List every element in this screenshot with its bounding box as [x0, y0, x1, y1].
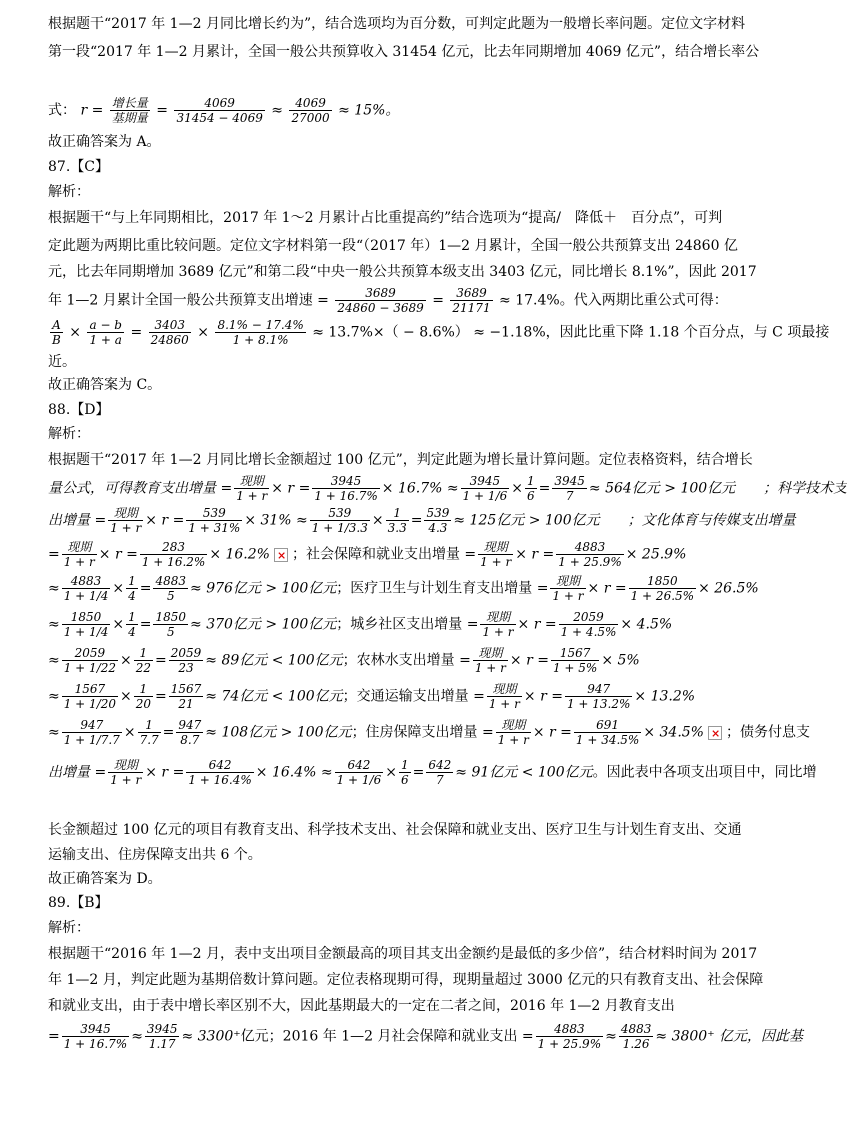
formula-text: ≈ 3800⁺ 亿元，因此基: [655, 1028, 804, 1045]
formula-text: ≈ 91亿元 < 100亿元: [455, 764, 593, 781]
text-line: 根据题干“2017 年 1—2 月同比增长金额超过 100 亿元”，判定此题为增长量计算问题。定位表格资料，结合增长: [48, 452, 753, 468]
fraction: $\frac{1850}{1 + 26.5\%}$: [630, 574, 695, 603]
fraction: $\frac{2059}{23}$: [170, 646, 202, 675]
text-line: 定此题为两期比重比较问题。定位文字材料第一段“（2017 年）1—2 月累计，全国一般公共预算支出 24860 亿: [48, 238, 738, 254]
text-line: 故正确答案为 C。: [48, 377, 162, 393]
text-line: 第一段“2017 年 1—2 月累计，全国一般公共预算收入 31454 亿元，比去年同期增加 4069 亿元”，结合增长率公: [48, 44, 760, 60]
formula-text: ×: [120, 652, 132, 669]
formula-text: ；社会保障和就业支出增量 =: [291, 546, 477, 563]
formula-text: 。因此表中各项支出项目中，同比增: [592, 764, 817, 781]
formula-text: =: [410, 512, 423, 529]
formula-text: =: [48, 546, 60, 563]
formula-text: × 4.5%: [620, 616, 673, 633]
fraction: $\frac{539}{1 + 1/3.3}$: [311, 506, 368, 535]
fraction: $\frac{\text{现期}}{1 + r}$: [480, 540, 512, 569]
formula-text: × r =: [145, 764, 185, 781]
fraction: $\frac{4883}{1 + 25.9\%}$: [537, 1022, 602, 1051]
fraction: $\frac{\text{现期}}{1 + r}$: [488, 682, 520, 711]
fraction: $\frac{1}{4}$: [128, 574, 136, 603]
text-line: 和就业支出，由于表中增长率区别不大，因此基期最大的一定在二者之间，2016 年 1—2 月教育支出: [48, 998, 675, 1014]
formula-text: ≈: [48, 580, 60, 597]
formula-text: =: [155, 652, 167, 669]
fraction: $\frac{4069}{31454 - 4069}$: [176, 96, 263, 125]
formula-prefix: 式：: [48, 102, 76, 119]
fraction: $\frac{a - b}{1 + a}$: [89, 318, 122, 347]
formula-text: × 5%: [601, 652, 640, 669]
text-line: 长金额超过 100 亿元的项目有教育支出、科学技术支出、社会保障和就业支出、医疗卫生与计划生育支出、交通: [48, 822, 742, 838]
fraction: $\frac{1}{7.7}$: [139, 718, 159, 747]
fraction: $\frac{4069}{27000}$: [291, 96, 330, 125]
fraction: $\frac{4883}{5}$: [155, 574, 187, 603]
formula-text: =: [48, 1028, 60, 1045]
formula-text: 量公式，可得教育支出增量 =: [48, 480, 233, 497]
formula-text: × 31% ≈: [244, 512, 308, 529]
text-line: 故正确答案为 A。: [48, 134, 161, 150]
formula-text: ≈ 89亿元 < 100亿元: [205, 652, 343, 669]
fraction: $\frac{1567}{1 + 1/20}$: [63, 682, 116, 711]
formula-text: ；医疗卫生与计划生育支出增量 =: [336, 580, 549, 597]
formula-text: ≈: [48, 616, 60, 633]
broken-image-icon: [708, 726, 722, 740]
formula-text: ×: [120, 688, 132, 705]
text-line: 87.【C】: [48, 159, 109, 175]
formula-text: × r =: [515, 546, 555, 563]
formula-text: ≈ 74亿元 < 100亿元: [205, 688, 343, 705]
formula-text: =: [139, 616, 152, 633]
formula-urban-agri: [48, 646, 760, 675]
fraction: $\frac{3689}{24860 - 3689}$: [337, 286, 424, 315]
formula-text: × r =: [587, 580, 627, 597]
formula-text: 亿元；2016 年 1—2 月社会保障和就业支出 =: [240, 1028, 534, 1045]
fraction: $\frac{\text{现期}}{1 + r}$: [110, 506, 142, 535]
text-line: 88.【D】: [48, 402, 110, 418]
formula-text: ×: [371, 512, 384, 529]
fraction: $\frac{\text{增长量}}{\text{基期量}}$: [111, 96, 148, 125]
fraction: $\frac{283}{1 + 16.2\%}$: [141, 540, 206, 569]
text-line: 解析：: [48, 920, 90, 936]
formula-text: × 26.5%: [698, 580, 759, 597]
fraction: $\frac{1567}{21}$: [170, 682, 202, 711]
text-line: 解析：: [48, 184, 90, 200]
fraction: $\frac{\text{现期}}{1 + r}$: [552, 574, 584, 603]
formula-science: [48, 506, 796, 535]
fraction: $\frac{947}{8.7}$: [178, 718, 202, 747]
text-line: 年 1—2 月，判定此题为基期倍数计算问题。定位表格现期可得，现期量超过 3000 亿元的只有教育支出、社会保障: [48, 972, 764, 988]
fraction: $\frac{3689}{21171}$: [452, 286, 491, 315]
formula-social-medical: [48, 574, 760, 603]
formula-expense-growth: 年 1—2 月累计全国一般公共预算支出增速 = $\frac{3689}{24860 - 3689}$ = $\frac{3689}{21171}$ ≈ 17.4%。代入两期比重公式可得：: [48, 286, 728, 315]
fraction: $\frac{4883}{1 + 1/4}$: [63, 574, 109, 603]
fraction: $\frac{1}{6}$: [400, 758, 409, 787]
formula-text: =: [162, 724, 175, 741]
fraction: $\frac{4883}{1 + 25.9\%}$: [558, 540, 622, 569]
formula-text: 出增量 =: [48, 764, 107, 781]
fraction: $\frac{\text{现期}}{1 + r}$: [236, 474, 268, 503]
text-line: 运输支出、住房保障支出共 6 个。: [48, 847, 262, 863]
formula-text: ；城乡社区支出增量 =: [336, 616, 479, 633]
formula-text: × r =: [532, 724, 572, 741]
formula-text: ≈ 564亿元 > 100亿元 ；科学技术支: [588, 480, 847, 497]
formula-text: 出增量 =: [48, 512, 107, 529]
formula-text: × r =: [98, 546, 138, 563]
formula-text: =: [139, 580, 152, 597]
formula-base-period: [48, 1022, 804, 1051]
fraction: $\frac{1}{4}$: [128, 610, 136, 639]
text-line: 根据题干“与上年同期相比，2017 年 1～2 月累计占比重提高约”结合选项为“提高/ 降低＋ 百分点”，可判: [48, 210, 723, 226]
text-line: 故正确答案为 D。: [48, 871, 162, 887]
fraction: $\frac{\text{现期}}{1 + r}$: [110, 758, 142, 787]
formula-text: =: [412, 764, 425, 781]
fraction: $\frac{3403}{24860}$: [150, 318, 189, 347]
formula-text: × r =: [145, 512, 185, 529]
text-line: 根据题干“2016 年 1—2 月，表中支出项目金额最高的项目其支出金额约是最低的多少倍”，结合材料时间为 2017: [48, 946, 758, 962]
formula-text: × r =: [509, 652, 549, 669]
formula-medical-urban: [48, 610, 760, 639]
formula-text: × 16.2%: [209, 546, 270, 563]
fraction: $\frac{947}{1 + 1/7.7}$: [63, 718, 120, 747]
formula-text: ≈: [48, 688, 60, 705]
formula-text: × r =: [517, 616, 557, 633]
formula-text: ≈ 125亿元 > 100亿元 ；文化体育与传媒支出增量: [453, 512, 796, 529]
fraction: $\frac{539}{4.3}$: [426, 506, 450, 535]
fraction: $\frac{3945}{7}$: [554, 474, 585, 503]
formula-text: × 16.7% ≈: [381, 480, 459, 497]
formula-text: × 34.5%: [643, 724, 704, 741]
formula-text: × r =: [523, 688, 563, 705]
formula-share-change: $\frac{A}{B}$ × $\frac{a - b}{1 + a}$ = $\frac{3403}{24860}$ × $\frac{8.1\% - 17.4\%}{1 + 8.1\%}$ ≈ 13.7%×（ − 8.6%） ≈ −1.18%，因此比重下降 1.18 个百分点，与 C 项最接: [52, 318, 830, 347]
formula-text: × 16.4% ≈: [255, 764, 333, 781]
formula-culture-social: [48, 540, 760, 569]
formula-education: [48, 474, 847, 503]
formula-text: × r =: [271, 480, 311, 497]
formula-growth-rate: 式： r = $\frac{\text{增长量}}{\text{基期量}}$ = $\frac{4069}{31454 - 4069}$ ≈ $\frac{4069}{27000}$ ≈ 15%。: [48, 96, 400, 125]
fraction: $\frac{947}{1 + 13.2\%}$: [566, 682, 631, 711]
fraction: $\frac{1}{3.3}$: [387, 506, 407, 535]
formula-text: ≈: [131, 1028, 143, 1045]
text-line: 解析：: [48, 426, 90, 442]
formula-debt-interest: [48, 758, 817, 787]
fraction: $\frac{3945}{1 + 16.7\%}$: [314, 474, 378, 503]
fraction: $\frac{2059}{1 + 1/22}$: [63, 646, 116, 675]
fraction: $\frac{1}{22}$: [135, 646, 152, 675]
text-line: 近。: [48, 354, 76, 370]
formula-text: ；农林水支出增量 =: [342, 652, 471, 669]
text-line: 元，比去年同期增加 3689 亿元”和第二段“中央一般公共预算本级支出 3403 亿元，同比增长 8.1%”，因此 2017: [48, 264, 757, 280]
fraction: $\frac{8.1\% - 17.4\%}{1 + 8.1\%}$: [217, 318, 304, 347]
fraction: $\frac{4883}{1.26}$: [620, 1022, 652, 1051]
formula-text: ×: [112, 580, 125, 597]
text-line: 根据题干“2017 年 1—2 月同比增长约为”，结合选项均为百分数，可判定此题为一般增长率问题。定位文字材料: [48, 16, 746, 32]
formula-text: ≈ 976亿元 > 100亿元: [190, 580, 337, 597]
fraction: $\frac{1}{20}$: [135, 682, 152, 711]
formula-text: ≈: [48, 724, 60, 741]
broken-image-icon: [274, 548, 288, 562]
fraction: $\frac{\text{现期}}{1 + r}$: [63, 540, 95, 569]
fraction: $\frac{1850}{5}$: [155, 610, 187, 639]
fraction: $\frac{\text{现期}}{1 + r}$: [482, 610, 514, 639]
formula-text: ≈ 370亿元 > 100亿元: [190, 616, 337, 633]
formula-text: ；交通运输支出增量 =: [342, 688, 485, 705]
formula-agri-transport: [48, 682, 760, 711]
formula-text: =: [538, 480, 551, 497]
fraction: $\frac{2059}{1 + 4.5\%}$: [560, 610, 617, 639]
fraction: $\frac{1850}{1 + 1/4}$: [63, 610, 109, 639]
formula-text: =: [155, 688, 167, 705]
formula-text: ×: [123, 724, 136, 741]
fraction: $\frac{\text{现期}}{1 + r}$: [474, 646, 506, 675]
formula-text: ×: [511, 480, 523, 497]
fraction: $\frac{539}{1 + 31\%}$: [188, 506, 241, 535]
fraction: $\frac{3945}{1.17}$: [146, 1022, 178, 1051]
fraction: $\frac{3945}{1 + 1/6}$: [462, 474, 508, 503]
formula-text: ≈: [605, 1028, 617, 1045]
fraction: $\frac{1567}{1 + 5\%}$: [552, 646, 598, 675]
fraction: $\frac{691}{1 + 34.5\%}$: [575, 718, 640, 747]
fraction: $\frac{\text{现期}}{1 + r}$: [497, 718, 529, 747]
formula-text: × 25.9%: [625, 546, 687, 563]
text-line: 89.【B】: [48, 895, 109, 911]
fraction: $\frac{642}{7}$: [428, 758, 452, 787]
formula-text: ≈: [48, 652, 60, 669]
fraction: $\frac{1}{6}$: [526, 474, 535, 503]
formula-text: ≈ 108亿元 > 100亿元: [205, 724, 352, 741]
fraction: $\frac{A}{B}$: [52, 318, 61, 347]
formula-transport-housing: [48, 718, 810, 747]
formula-text: ×: [385, 764, 397, 781]
fraction: $\frac{642}{1 + 1/6}$: [336, 758, 382, 787]
formula-text: × 13.2%: [634, 688, 696, 705]
formula-text: ×: [112, 616, 125, 633]
fraction: $\frac{642}{1 + 16.4\%}$: [188, 758, 252, 787]
fraction: $\frac{3945}{1 + 16.7\%}$: [63, 1022, 128, 1051]
formula-text: r =: [80, 102, 104, 119]
formula-text: ；债务付息支: [725, 724, 810, 741]
formula-text: ；住房保障支出增量 =: [351, 724, 494, 741]
formula-text: ≈ 3300⁺: [181, 1028, 241, 1045]
